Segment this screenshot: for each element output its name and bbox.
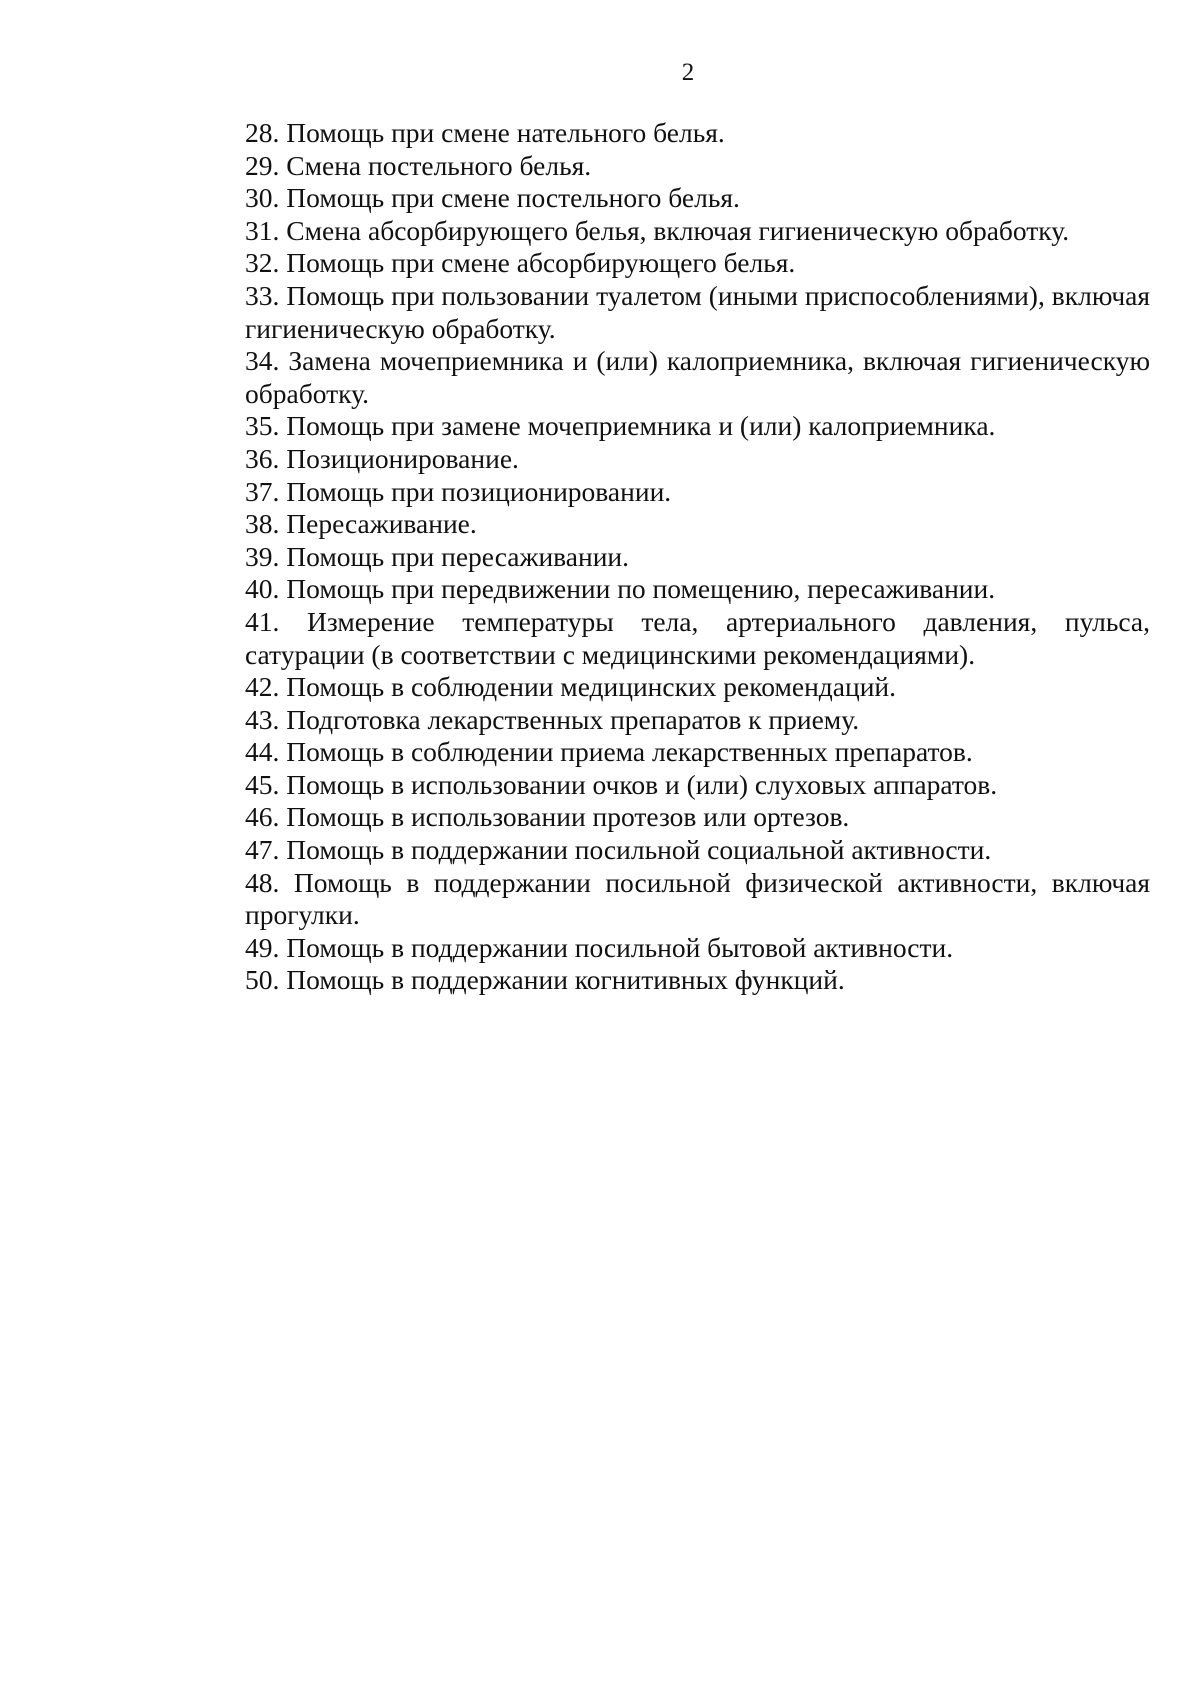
item-text: Помощь при замене мочеприемника и (или) калоприемника. [286,410,996,442]
list-item [245,704,1150,737]
list-item [245,150,1150,183]
service-list [245,117,1150,997]
item-text: Помощь при пользовании туалетом (иными приспособлениями), включая гигиеническую обработку. [245,279,1151,344]
item-number: 33. [245,279,280,311]
item-number: 39. [245,540,280,572]
list-item [245,932,1150,965]
list-item [245,671,1150,704]
item-text: Помощь в соблюдении приема лекарственных препаратов. [286,736,973,768]
item-text: Помощь при передвижении по помещению, пересаживании. [286,573,996,605]
item-text: Помощь в поддержании когнитивных функций. [286,964,845,996]
item-text: Помощь в использовании протезов или ортезов. [286,801,850,833]
list-item [245,573,1150,606]
item-text: Помощь в поддержании посильной физической активности, включая прогулки. [245,866,1151,931]
list-item [245,117,1150,150]
item-number: 41. [245,605,280,637]
list-item [245,410,1150,443]
list-item [245,345,1150,410]
item-number: 43. [245,703,280,735]
item-number: 31. [245,214,280,246]
list-item [245,801,1150,834]
page-number: 2 [681,59,695,86]
item-number: 30. [245,182,280,214]
item-text: Замена мочеприемника и (или) калоприемника, включая гигиеническую обработку. [245,345,1150,409]
item-number: 29. [245,149,280,181]
item-number: 49. [245,931,280,963]
item-text: Помощь при смене нательного белья. [286,117,725,148]
list-item [245,182,1150,215]
list-item [245,443,1150,476]
item-text: Помощь при позиционировании. [286,475,672,507]
item-number: 46. [245,801,280,833]
item-text: Смена постельного белья. [286,149,592,181]
list-item [245,541,1150,574]
item-number: 32. [245,247,280,279]
list-item [245,606,1150,671]
item-number: 40. [245,573,280,605]
item-number: 38. [245,508,280,540]
item-number: 42. [245,671,280,703]
item-number: 50. [245,964,280,996]
item-text: Позиционирование. [286,442,519,474]
item-number: 44. [245,736,280,768]
item-text: Помощь в поддержании посильной бытовой активности. [286,931,954,963]
item-text: Пересаживание. [286,508,477,540]
item-number: 47. [245,834,280,866]
item-number: 34. [245,345,280,377]
list-item [245,769,1150,802]
item-text: Помощь в использовании очков и (или) слуховых аппаратов. [286,768,998,800]
item-number: 48. [245,866,280,898]
list-item [245,964,1150,997]
item-text: Измерение температуры тела, артериального давления, пульса, сатурации (в соответствии с медицинскими рекомендациями). [245,605,1151,670]
item-text: Подготовка лекарственных препаратов к приему. [286,703,860,735]
item-number: 37. [245,475,280,507]
list-item [245,834,1150,867]
list-item [245,508,1150,541]
list-item [245,476,1150,509]
item-number: 45. [245,768,280,800]
item-text: Помощь при смене постельного белья. [286,182,740,214]
item-text: Помощь при пересаживании. [286,540,630,572]
item-number: 28. [245,117,280,148]
list-item [245,867,1150,932]
item-number: 35. [245,410,280,442]
item-text: Смена абсорбирующего белья, включая гигиеническую обработку. [286,214,1070,246]
list-item [245,736,1150,769]
list-item [245,247,1150,280]
list-item [245,280,1150,345]
item-text: Помощь при смене абсорбирующего белья. [286,247,796,279]
item-text: Помощь в соблюдении медицинских рекомендаций. [286,671,897,703]
item-number: 36. [245,442,280,474]
list-item [245,215,1150,248]
item-text: Помощь в поддержании посильной социальной активности. [286,834,992,866]
